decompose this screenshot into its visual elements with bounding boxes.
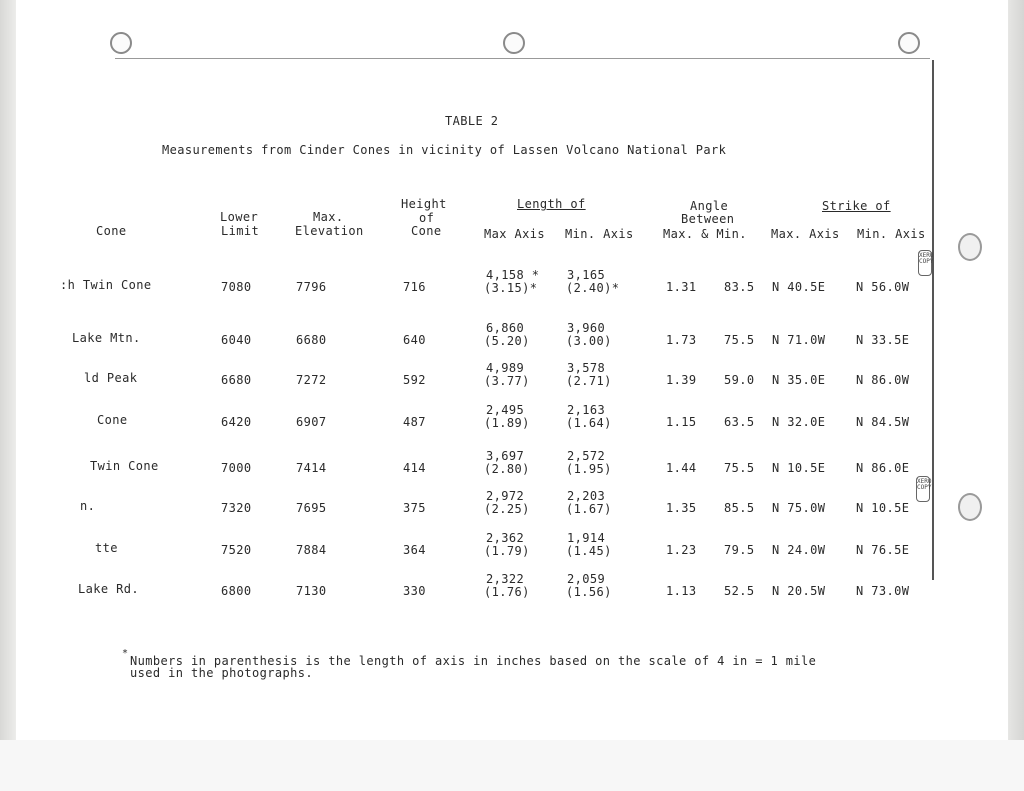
punch-hole-icon xyxy=(503,32,525,54)
cell-height: 640 xyxy=(403,333,426,347)
cell-strike-min: N 84.5W xyxy=(856,415,910,429)
cell-lower: 6800 xyxy=(221,584,252,598)
cell-angle: 85.5 xyxy=(724,501,755,515)
cell-max-elev: 7272 xyxy=(296,373,327,387)
cell-strike-max: N 75.0W xyxy=(772,501,826,515)
cell-ratio: 1.73 xyxy=(666,333,697,347)
cell-len-min: 3,960 xyxy=(567,321,606,335)
cell-cone-name: :h Twin Cone xyxy=(60,278,152,292)
cell-strike-min: N 76.5E xyxy=(856,543,910,557)
cell-len-min-in: (3.00) xyxy=(566,334,612,348)
cell-len-max-in: (3.77) xyxy=(484,374,530,388)
cell-len-max: 4,158 * xyxy=(486,268,540,282)
cell-len-min: 2,572 xyxy=(567,449,606,463)
header-cone-2: Cone xyxy=(411,224,442,238)
cell-len-min-in: (2.71) xyxy=(566,374,612,388)
header-angle: Angle xyxy=(690,199,729,213)
cell-len-min: 3,578 xyxy=(567,361,606,375)
cell-angle: 63.5 xyxy=(724,415,755,429)
header-limit: Limit xyxy=(221,224,260,238)
header-strike-min: Min. Axis xyxy=(857,227,926,241)
cell-len-min-in: (1.45) xyxy=(566,544,612,558)
cell-lower: 7080 xyxy=(221,280,252,294)
header-cone: Cone xyxy=(96,224,127,238)
cell-lower: 7000 xyxy=(221,461,252,475)
header-elevation: Elevation xyxy=(295,224,364,238)
cell-cone-name: Lake Mtn. xyxy=(72,331,141,345)
cell-lower: 6680 xyxy=(221,373,252,387)
table-title: TABLE 2 xyxy=(445,114,499,128)
punch-hole-icon xyxy=(958,493,982,521)
cell-len-min-in: (1.56) xyxy=(566,585,612,599)
cell-len-min-in: (1.67) xyxy=(566,502,612,516)
cell-max-elev: 7130 xyxy=(296,584,327,598)
table-caption: Measurements from Cinder Cones in vicinity of Lassen Volcano National Park xyxy=(162,143,727,157)
header-strike-max: Max. Axis xyxy=(771,227,840,241)
cell-len-max: 2,495 xyxy=(486,403,525,417)
cell-len-min: 2,059 xyxy=(567,572,606,586)
cell-len-min: 2,203 xyxy=(567,489,606,503)
cell-height: 364 xyxy=(403,543,426,557)
cell-len-max-in: (5.20) xyxy=(484,334,530,348)
cell-strike-max: N 20.5W xyxy=(772,584,826,598)
cell-strike-min: N 10.5E xyxy=(856,501,910,515)
header-max: Max. xyxy=(313,210,344,224)
cell-len-max: 4,989 xyxy=(486,361,525,375)
cell-height: 487 xyxy=(403,415,426,429)
cell-len-max-in: (2.80) xyxy=(484,462,530,476)
cell-len-max-in: (1.89) xyxy=(484,416,530,430)
cell-strike-min: N 73.0W xyxy=(856,584,910,598)
cell-lower: 6420 xyxy=(221,415,252,429)
cell-max-elev: 7884 xyxy=(296,543,327,557)
right-rule xyxy=(932,60,934,580)
cell-ratio: 1.35 xyxy=(666,501,697,515)
cell-ratio: 1.44 xyxy=(666,461,697,475)
cell-max-elev: 7695 xyxy=(296,501,327,515)
cell-len-min-in: (2.40)* xyxy=(566,281,620,295)
cell-height: 716 xyxy=(403,280,426,294)
cell-cone-name: ld Peak xyxy=(84,371,138,385)
footnote-line-2: used in the photographs. xyxy=(130,666,313,680)
cell-len-min: 2,163 xyxy=(567,403,606,417)
cell-strike-min: N 86.0W xyxy=(856,373,910,387)
footnote-mark: * xyxy=(122,648,129,659)
cell-len-max-in: (1.79) xyxy=(484,544,530,558)
cell-angle: 75.5 xyxy=(724,333,755,347)
header-between: Between xyxy=(681,212,735,226)
cell-height: 330 xyxy=(403,584,426,598)
cell-len-max-in: (1.76) xyxy=(484,585,530,599)
xerox-stamp: XERO COPY xyxy=(916,476,930,502)
header-of: of xyxy=(419,211,435,225)
cell-cone-name: tte xyxy=(95,541,118,555)
header-len-max-axis: Max Axis xyxy=(484,227,545,241)
cell-strike-min: N 86.0E xyxy=(856,461,910,475)
cell-ratio: 1.23 xyxy=(666,543,697,557)
cell-strike-max: N 32.0E xyxy=(772,415,826,429)
cell-cone-name: n. xyxy=(80,499,96,513)
cell-ratio: 1.13 xyxy=(666,584,697,598)
cell-max-elev: 6907 xyxy=(296,415,327,429)
cell-len-max-in: (3.15)* xyxy=(484,281,538,295)
header-max-min: Max. & Min. xyxy=(663,227,747,241)
cell-len-max-in: (2.25) xyxy=(484,502,530,516)
cell-len-min: 3,165 xyxy=(567,268,606,282)
cell-cone-name: Lake Rd. xyxy=(78,582,139,596)
cell-max-elev: 6680 xyxy=(296,333,327,347)
cell-strike-min: N 56.0W xyxy=(856,280,910,294)
cell-len-max: 2,322 xyxy=(486,572,525,586)
cell-angle: 83.5 xyxy=(724,280,755,294)
punch-hole-icon xyxy=(898,32,920,54)
cell-ratio: 1.15 xyxy=(666,415,697,429)
cell-strike-max: N 24.0W xyxy=(772,543,826,557)
cell-len-max: 3,697 xyxy=(486,449,525,463)
cell-angle: 79.5 xyxy=(724,543,755,557)
punch-hole-icon xyxy=(958,233,982,261)
cell-angle: 75.5 xyxy=(724,461,755,475)
xerox-stamp: XERO COPY xyxy=(918,250,932,276)
cell-len-max: 2,972 xyxy=(486,489,525,503)
page-right-edge xyxy=(1008,0,1024,740)
cell-ratio: 1.31 xyxy=(666,280,697,294)
cell-cone-name: Cone xyxy=(97,413,128,427)
top-rule xyxy=(115,58,930,59)
cell-lower: 7320 xyxy=(221,501,252,515)
header-lower: Lower xyxy=(220,210,259,224)
cell-height: 375 xyxy=(403,501,426,515)
cell-strike-max: N 10.5E xyxy=(772,461,826,475)
footnote-line-1: Numbers in parenthesis is the length of axis in inches based on the scale of 4 in = 1 mile xyxy=(130,654,817,668)
cell-max-elev: 7796 xyxy=(296,280,327,294)
cell-ratio: 1.39 xyxy=(666,373,697,387)
cell-strike-max: N 71.0W xyxy=(772,333,826,347)
header-strike-of: Strike of xyxy=(822,199,891,213)
cell-len-min: 1,914 xyxy=(567,531,606,545)
cell-len-max: 2,362 xyxy=(486,531,525,545)
cell-height: 592 xyxy=(403,373,426,387)
header-len-min-axis: Min. Axis xyxy=(565,227,634,241)
cell-strike-min: N 33.5E xyxy=(856,333,910,347)
cell-len-min-in: (1.64) xyxy=(566,416,612,430)
cell-angle: 52.5 xyxy=(724,584,755,598)
cell-strike-max: N 35.0E xyxy=(772,373,826,387)
cell-strike-max: N 40.5E xyxy=(772,280,826,294)
cell-cone-name: Twin Cone xyxy=(90,459,159,473)
cell-height: 414 xyxy=(403,461,426,475)
cell-lower: 6040 xyxy=(221,333,252,347)
cell-lower: 7520 xyxy=(221,543,252,557)
cell-angle: 59.0 xyxy=(724,373,755,387)
header-height: Height xyxy=(401,197,447,211)
page-bottom-margin xyxy=(0,740,1024,791)
cell-len-min-in: (1.95) xyxy=(566,462,612,476)
page-left-edge xyxy=(0,0,16,740)
cell-len-max: 6,860 xyxy=(486,321,525,335)
header-length-of: Length of xyxy=(517,197,586,211)
cell-max-elev: 7414 xyxy=(296,461,327,475)
punch-hole-icon xyxy=(110,32,132,54)
